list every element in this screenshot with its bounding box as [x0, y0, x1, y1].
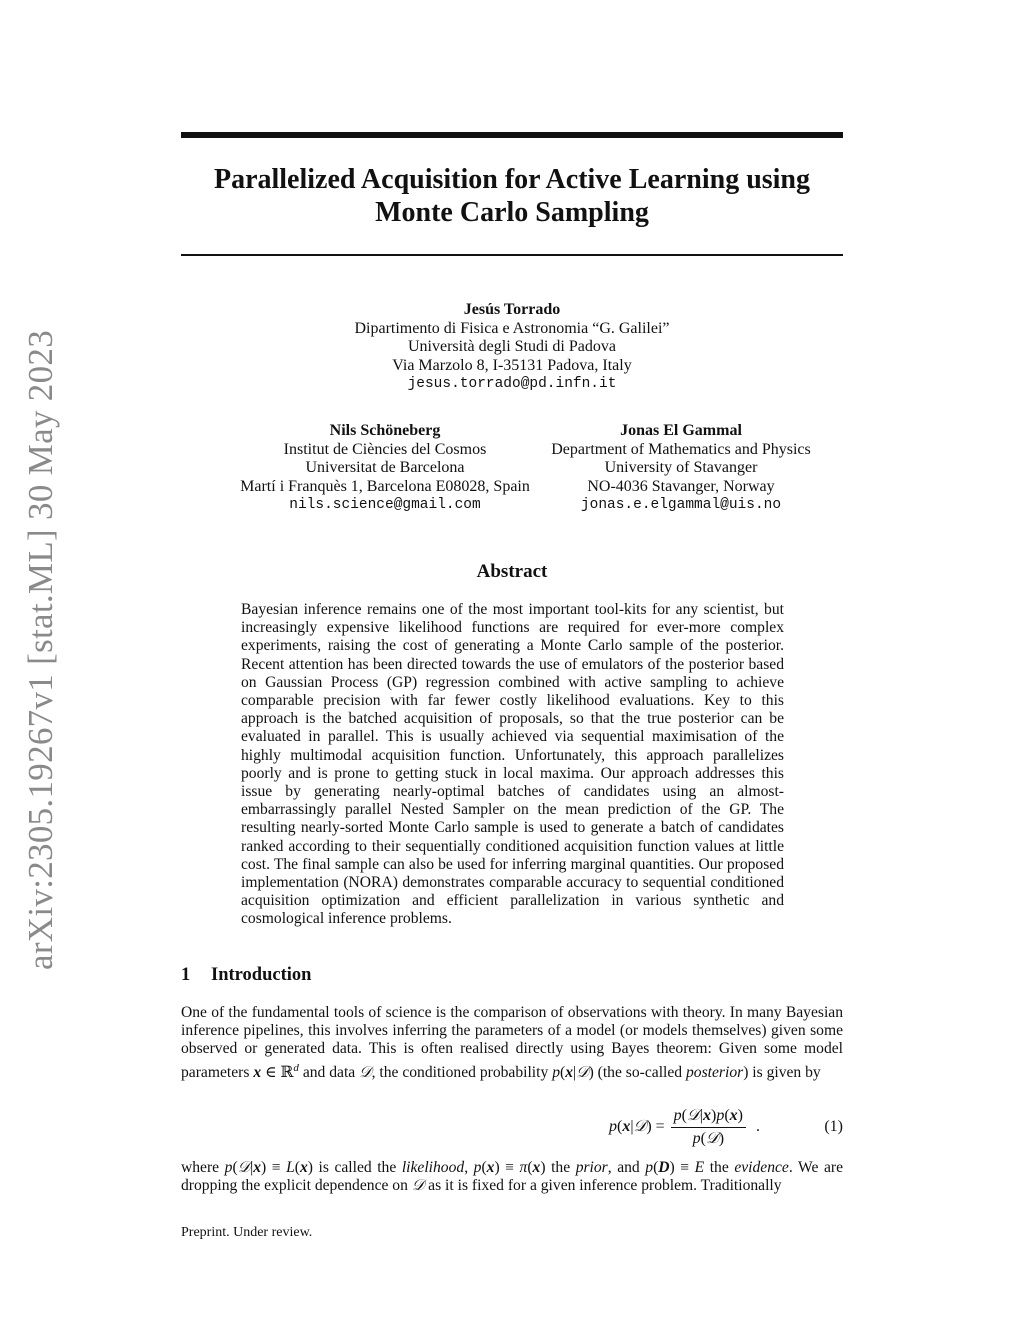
- affiliation-line: University of Stavanger: [604, 459, 758, 476]
- paper-title: Parallelized Acquisition for Active Learning using Monte Carlo Sampling: [213, 164, 811, 228]
- affiliation-line: Università degli Studi di Padova: [408, 338, 616, 355]
- author-name: Jesús Torrado: [463, 301, 561, 318]
- equation-number: (1): [824, 1118, 843, 1135]
- affiliation-line: Department of Mathematics and Physics: [551, 440, 811, 458]
- author-name: Nils Schöneberg: [329, 422, 441, 439]
- title-bottom-rule: [181, 254, 843, 256]
- equation-1: [181, 1104, 843, 1150]
- author-email[interactable]: jesus.torrado@pd.infn.it: [407, 376, 617, 392]
- affiliation-line: Via Marzolo 8, I-35131 Padova, Italy: [392, 356, 632, 374]
- intro-paragraph-2: where p(𝒟|x) ≡ L(x) is called the likelihood, p(x) ≡ π(x) the prior, and p(D) ≡ E the evidence. We are dropping the explicit dependence on 𝒟 as it is fixed for a given inference problem. Traditionally: [181, 1159, 843, 1195]
- abstract-text: Bayesian inference remains one of the most important tool-kits for any scientist, but increasingly expensive likelihood functions are required for ever-more complex experiments, raising the cost of generating a Monte Carlo sample of the posterior. Recent attention has been directed towards the use of emulators of the posterior based on Gaussian Process (GP) regression combined with active sampling to achieve comparable precision with far fewer costly likelihood evaluations. Key to this approach is the batched acquisition of proposals, so that the true posterior can be evaluated in parallel. This is usually achieved via sequential maximisation of the highly multimodal acquisition function. Unfortunately, this approach parallelizes poorly and is prone to getting stuck in local maxima. Our approach addresses this issue by generating nearly-optimal batches of candidates using an almost-embarrassingly parallel Nested Sampler on the mean prediction of the GP. The resulting nearly-sorted Monte Carlo sample is used to generate a batch of candidates ranked according to their sequentially conditioned acquisition function values at little cost. The final sample can also be used for inferring marginal quantities. Our proposed implementation (NORA) demonstrates comparable accuracy to sequential conditioned acquisition optimization and efficient parallelization in various synthetic and cosmological inference problems.: [241, 601, 784, 928]
- page-footer: Preprint. Under review.: [181, 1225, 313, 1240]
- arxiv-stamp: arXiv:2305.19267v1 [stat.ML] 30 May 2023: [21, 330, 60, 970]
- abstract-heading: Abstract: [476, 561, 548, 582]
- section-title: Introduction: [211, 965, 312, 985]
- author-1: [262, 301, 762, 394]
- affiliation-line: Martí i Franquès 1, Barcelona E08028, Spain: [240, 477, 530, 495]
- section-heading: [181, 965, 311, 986]
- section-number: 1: [181, 965, 191, 985]
- equation-body: p(x|𝒟) = $\frac{\text{p(𝒟|x)p(x)}}{\text{p(𝒟)}}$ .: [609, 1106, 760, 1147]
- author-email[interactable]: nils.science@gmail.com: [289, 497, 481, 513]
- author-3: [530, 422, 832, 515]
- author-name: Jonas El Gammal: [620, 422, 742, 439]
- author-2: [215, 422, 555, 515]
- affiliation-line: Dipartimento di Fisica e Astronomia “G. Galilei”: [354, 319, 670, 337]
- title-top-rule: [181, 132, 843, 138]
- intro-paragraph-1: One of the fundamental tools of science is the comparison of observations with theory. In many Bayesian inference pipelines, this involves inferring the parameters of a model (or models themselves) given some observed or generated data. This is often realised directly using Bayes theorem: Given some model parameters x ∈ ℝ$^d$ and data 𝒟, the conditioned probability p(x|𝒟) (the so-called posterior) is given by: [181, 1004, 843, 1081]
- author-email[interactable]: jonas.e.elgammal@uis.no: [580, 497, 782, 513]
- affiliation-line: NO-4036 Stavanger, Norway: [587, 477, 775, 495]
- affiliation-line: Institut de Ciències del Cosmos: [283, 440, 487, 458]
- equation-fraction: $\frac{\text{p(𝒟|x)p(x)}}{\text{p(𝒟)}}$: [671, 1107, 746, 1148]
- affiliation-line: Universitat de Barcelona: [305, 459, 465, 476]
